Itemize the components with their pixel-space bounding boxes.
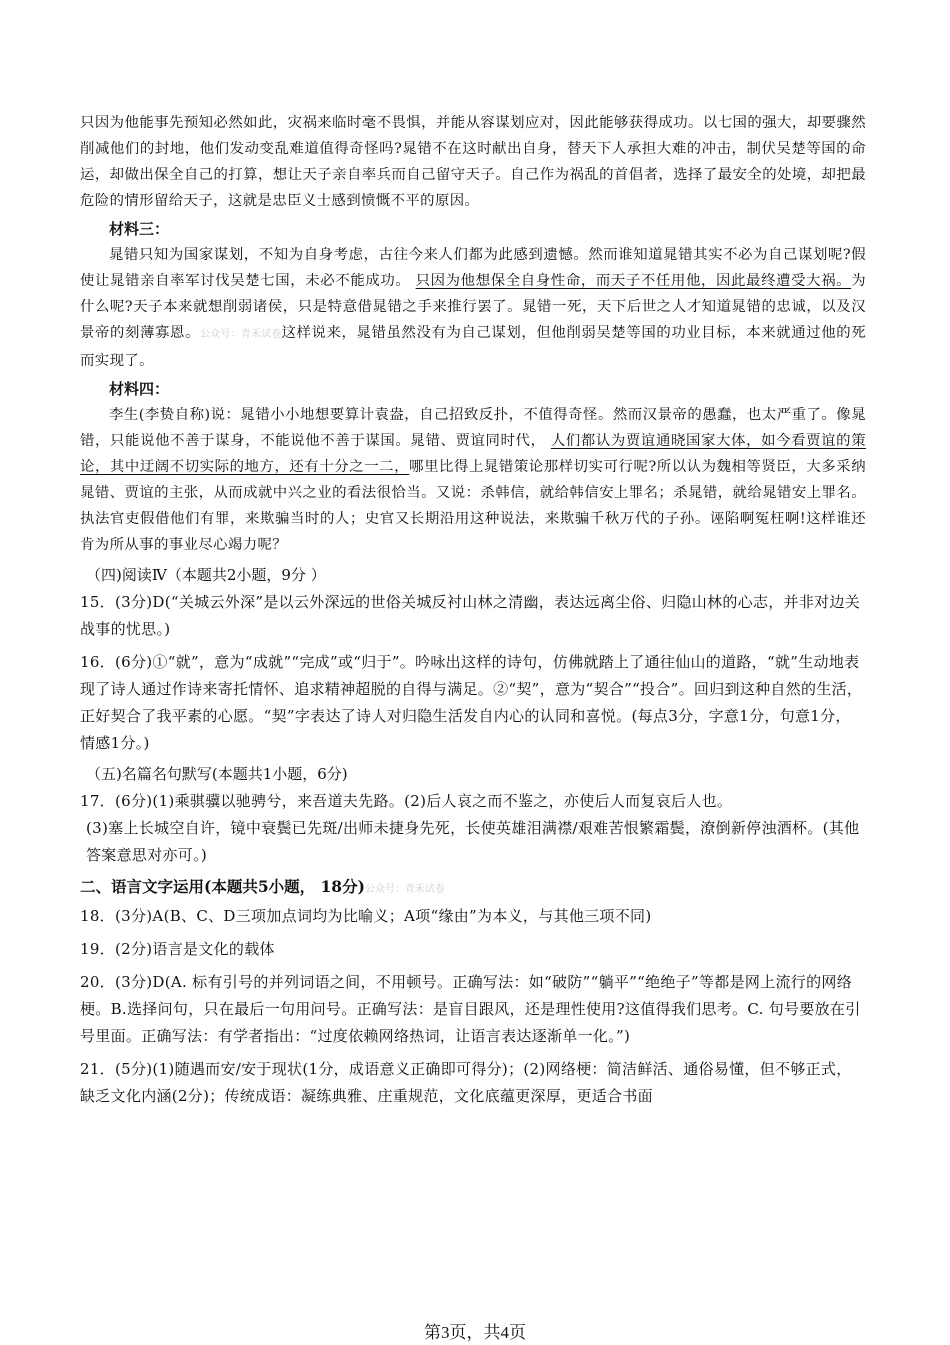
material-three-heading: 材料三： (109, 220, 170, 238)
page-footer: 第3页，共4页 (424, 1323, 526, 1342)
answer-15: 15．(3分)D(“关城云外深”是以云外深远的世俗关城反衬山林之清幽，表达远离尘俗、归隐山林的心志，并非对边关战事的忧思。) (80, 593, 861, 638)
watermark-text: 公众号：青禾试卷 (364, 884, 445, 895)
material-three-part2: 为什么呢?天子本来就想削弱诸侯，只是特意借晁错之手来推行罢了。晁错一死，天下后世之人才知道晁错的忠诚，以及汉景帝的刻薄寡恩。 (80, 273, 866, 341)
answer-16: 16．(6分)①“就”，意为“成就”“完成”或“归于”。吟咏出这样的诗句，仿佛就踏上了通往仙山的道路，“就”生动地表现了诗人通过作诗来寄托情怀、追求精神超脱的自得与满足。②“契”，意为“契合”“投合”。回归到这种自然的生活，正好契合了我平素的心愿。“契”字表达了诗人对归隐生活发自内心的认同和喜悦。(每点3分，字意1分，句意1分，情感1分。) (80, 653, 863, 752)
answer-17-part-a: 17．(6分)(1)乘骐骥以驰骋兮，来吾道夫先路。(2)后人哀之而不鉴之，亦使后人而复哀后人也。 (80, 792, 733, 810)
answer-21: 21．(5分)(1)随遇而安/安于现状(1分，成语意义正确即可得分)；(2)网络梗：简洁鲜活、通俗易懂，但不够正式，缺乏文化内涵(2分)；传统成语：凝练典雅、庄重规范，文化底蕴更深厚，更适合书面 (80, 1060, 852, 1105)
part-two-title (80, 873, 866, 903)
section-five-title: （五)名篇名句默写(本题共1小题，6分) (86, 765, 348, 783)
material-three-part3: 这样说来，晁错虽然没有为自己谋划，但他削弱吴楚等国的功业目标，本来就通过他的死而实现了。 (80, 325, 867, 369)
material-three-text (80, 242, 866, 374)
material-four-text (80, 402, 866, 558)
material-two-tail: 只因为他能事先预知必然如此，灾祸来临时毫不畏惧，并能从容谋划应对，因此能够获得成功。以七国的强大，却要骤然削减他们的封地，他们发动变乱难道值得奇怪吗?晁错不在这时献出自身，替天下人承担大难的冲击，制伏吴楚等国的命运，却做出保全自己的打算，想让天子亲自率兵而自己留守天子。自己作为祸乱的首倡者，选择了最安全的处境，却把最危险的情形留给天子，这就是忠臣义士感到愤慨不平的原因。 (80, 115, 866, 209)
material-four-part1: 李生(李贽自称)说：晁错小小地想要算计袁盎，自己招致反扑，不值得奇怪。然而汉景帝的愚蠢，也太严重了。像晁错，只能说他不善于谋身，不能说他不善于谋国。晁错、贾谊同时代， (80, 407, 866, 449)
material-three-part1: 晁错只知为国家谋划，不知为自身考虑，古往今来人们都为此感到遗憾。然而谁知道晁错其实不必为自己谋划呢?假使让晁错亲自率军讨伐吴楚七国，未必不能成功。 (80, 247, 866, 289)
part-two-title-text: 二、语言文字运用(本题共5小题， 18分) (80, 877, 365, 896)
material-four-part2: 哪里比得上晁错策论那样切实可行呢?所以认为魏相等贤臣，大多采纳晁错、贾谊的主张，从而成就中兴之业的看法很恰当。又说：杀韩信，就给韩信安上罪名；杀晁错，就给晁错安上罪名。执法官吏假借他们有罪，来欺骗当时的人；史官又长期沿用这种说法，来欺骗千秋万代的子孙。诬陷啊冤枉啊!这样谁还肯为所从事的事业尽心竭力呢？ (80, 459, 866, 553)
answer-17-part-b: (3)塞上长城空自许，镜中衰鬓已先斑/出师未捷身先死，长使英雄泪满襟/艰难苦恨繁霜鬓，潦倒新停浊酒杯。(其他答案意思对亦可。) (86, 819, 860, 864)
material-four-underlined: 人们都认为贾谊通晓国家大体，如今看贾谊的策论，其中迂阔不切实际的地方，还有十分之一二， (80, 433, 866, 475)
answer-19: 19．(2分)语言是文化的载体 (80, 940, 275, 958)
material-three-underlined: 只因为他想保全自身性命，而天子不任用他，因此最终遭受大祸。 (415, 273, 852, 289)
answer-page-body (80, 110, 866, 1110)
answer-18: 18．(3分)A(B、C、D三项加点词均为比喻义；A项“缘由”为本义，与其他三项不同) (80, 907, 652, 925)
watermark-text: 公众号：青禾试卷 (199, 329, 282, 340)
material-four-heading: 材料四： (109, 380, 170, 398)
answer-20: 20．(3分)D(A. 标有引号的并列词语之间，不用顿号。正确写法：如“破防”“躺平”“绝绝子”等都是网上流行的网络梗。B.选择问句，只在最后一句用问号。正确写法：是盲目跟风，还是理性使用?这值得我们思考。C. 句号要放在引号里面。正确写法：有学者指出：“过度依赖网络热词，让语言表达逐渐单一化。”) (80, 973, 861, 1045)
section-four-title: （四)阅读Ⅳ（本题共2小题，9分 ） (86, 566, 326, 584)
